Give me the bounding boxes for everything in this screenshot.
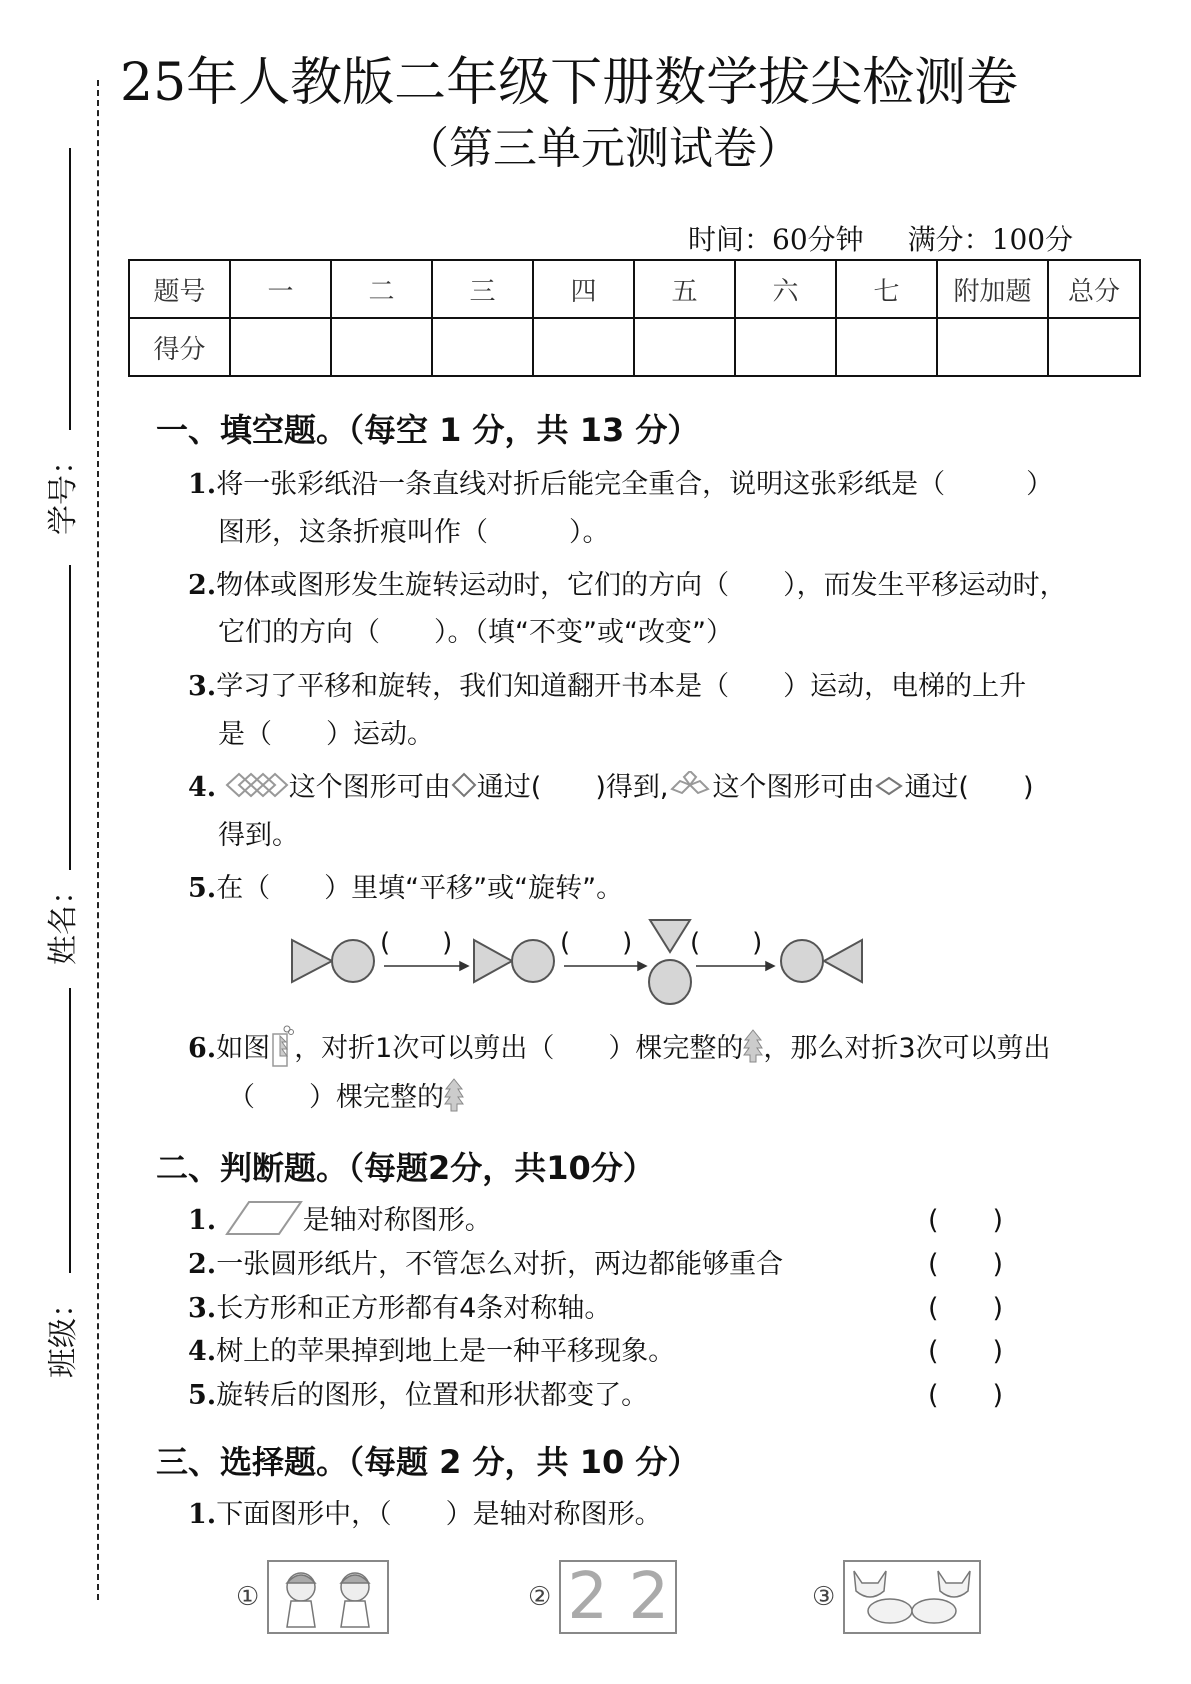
answer-blank-2[interactable]: ( ) <box>560 928 633 958</box>
choice-option-1[interactable] <box>236 1560 389 1634</box>
question-text: 树上的苹果掉到地上是一种平移现象。 <box>216 1336 676 1367</box>
judge-answer-4[interactable]: ( ) <box>928 1336 1004 1367</box>
score-cell[interactable] <box>937 318 1048 376</box>
two-boys-picture <box>267 1560 389 1634</box>
question-number: 3. <box>188 1293 217 1324</box>
parallelogram-icon <box>225 1200 303 1243</box>
question-1-1 <box>188 462 1053 501</box>
question-text: 在（ ）里填“平移”或“旋转”。 <box>216 873 624 904</box>
student-id-label: 学号： <box>46 445 81 535</box>
question-number: 1. <box>188 1499 217 1530</box>
question-number: 1. <box>188 469 217 500</box>
question-text: 是轴对称图形。 <box>302 1205 492 1236</box>
question-text: ，那么对折3次可以剪出 <box>763 1033 1051 1064</box>
section2-heading: 二、判断题。（每题2分，共10分） <box>156 1149 655 1187</box>
pine-tree-icon <box>743 1029 763 1070</box>
section1-heading: 一、填空题。（每空 1 分，共 13 分） <box>156 411 700 449</box>
question-text: 这个图形可由 <box>712 772 875 803</box>
name-label: 姓名： <box>46 875 81 965</box>
question-text: 旋转后的图形，位置和形状都变了。 <box>216 1380 649 1411</box>
judge-answer-1[interactable]: ( ) <box>928 1205 1004 1236</box>
question-text: 将一张彩纸沿一条直线对折后能完全重合，说明这张彩纸是（ ） <box>216 469 1054 500</box>
choice-option-2[interactable] <box>528 1560 677 1634</box>
question-number: 4. <box>188 1336 217 1367</box>
exam-meta <box>688 218 1073 258</box>
judge-item-3 <box>188 1286 611 1325</box>
class-label: 班级： <box>46 1288 81 1378</box>
number-glyph: 2 2 <box>567 1560 670 1634</box>
name-line[interactable] <box>69 565 71 870</box>
judge-item-4 <box>188 1329 675 1368</box>
question-text: 下面图形中，（ ）是轴对称图形。 <box>216 1499 662 1530</box>
class-line[interactable] <box>69 988 71 1273</box>
question-text: 一张圆形纸片，不管怎么对折，两边都能够重合 <box>216 1249 784 1280</box>
answer-blank-1[interactable]: ( ) <box>380 928 453 958</box>
table-cell: 七 <box>836 260 937 318</box>
question-number: 5. <box>188 1380 217 1411</box>
question-text: 如图 <box>216 1033 271 1064</box>
question-1-2 <box>188 563 1067 602</box>
pine-tree-icon <box>444 1078 464 1119</box>
exam-full-score: 满分：100分 <box>907 223 1074 256</box>
section3-heading: 三、选择题。（每题 2 分，共 10 分） <box>156 1443 700 1481</box>
score-cell[interactable] <box>230 318 331 376</box>
question-1-3-cont: 是（ ）运动。 <box>218 719 434 750</box>
page-subtitle: （第三单元测试卷） <box>405 123 801 174</box>
table-cell: 一 <box>230 260 331 318</box>
question-number: 3. <box>188 671 217 702</box>
table-cell: 得分 <box>129 318 230 376</box>
question-1-4-cont: 得到。 <box>218 820 299 851</box>
table-cell: 五 <box>634 260 735 318</box>
question-text: 物体或图形发生旋转运动时，它们的方向（ ），而发生平移运动时， <box>216 570 1067 601</box>
judge-item-1 <box>188 1198 492 1243</box>
table-cell: 四 <box>533 260 634 318</box>
table-header-row <box>129 260 1140 318</box>
table-cell: 二 <box>331 260 432 318</box>
diamond-chain-icon <box>225 772 289 805</box>
option-marker: ② <box>528 1582 552 1612</box>
question-text: 通过( )得到, <box>476 772 669 803</box>
question-text: 长方形和正方形都有4条对称轴。 <box>216 1293 612 1324</box>
question-1-6 <box>188 1024 1051 1075</box>
diamond-icon <box>874 773 904 804</box>
answer-blank-3[interactable]: ( ) <box>690 928 763 958</box>
score-cell[interactable] <box>1048 318 1140 376</box>
question-number: 1. <box>188 1205 217 1236</box>
question-text: 通过( ) <box>904 772 1034 803</box>
score-cell[interactable] <box>735 318 836 376</box>
option-marker: ① <box>236 1582 260 1612</box>
score-cell[interactable] <box>533 318 634 376</box>
option-marker: ③ <box>812 1582 836 1612</box>
question-text: 学习了平移和旋转，我们知道翻开书本是（ ）运动，电梯的上升 <box>216 671 1027 702</box>
question-1-3 <box>188 664 1026 703</box>
choice-question-1 <box>188 1492 662 1531</box>
question-1-1-cont: 图形，这条折痕叫作（ ）。 <box>218 517 610 548</box>
score-table <box>128 259 1141 377</box>
question-number: 2. <box>188 1249 217 1280</box>
table-cell: 三 <box>432 260 533 318</box>
judge-answer-5[interactable]: ( ) <box>928 1380 1004 1411</box>
judge-answer-2[interactable]: ( ) <box>928 1249 1004 1280</box>
question-number: 5. <box>188 873 217 904</box>
question-number: 6. <box>188 1033 217 1064</box>
score-cell[interactable] <box>634 318 735 376</box>
question-text: 这个图形可由 <box>288 772 451 803</box>
table-cell: 附加题 <box>937 260 1048 318</box>
diamond-icon <box>451 772 477 805</box>
choice-option-3[interactable] <box>812 1560 981 1634</box>
question-number: 4. <box>188 772 217 803</box>
judge-answer-3[interactable]: ( ) <box>928 1293 1004 1324</box>
table-cell: 六 <box>735 260 836 318</box>
question-text: ，对折1次可以剪出（ ）棵完整的 <box>294 1033 744 1064</box>
binding-dashed-line <box>97 80 99 1600</box>
question-text: （ ）棵完整的 <box>228 1082 444 1113</box>
table-cell: 题号 <box>129 260 230 318</box>
table-score-row <box>129 318 1140 376</box>
two-corgis-picture <box>843 1560 981 1634</box>
question-1-5 <box>188 866 623 905</box>
score-cell[interactable] <box>836 318 937 376</box>
question-1-6-cont <box>228 1075 464 1119</box>
judge-item-2 <box>188 1242 783 1281</box>
table-cell: 总分 <box>1048 260 1140 318</box>
question-number: 2. <box>188 570 217 601</box>
two-number-2-picture <box>559 1560 677 1634</box>
question-1-4 <box>188 765 1034 806</box>
student-id-line[interactable] <box>69 148 71 430</box>
page-title: 25年人教版二年级下册数学拔尖检测卷 <box>120 53 1019 113</box>
question-1-2-cont: 它们的方向（ ）。（填“不变”或“改变”） <box>218 617 733 648</box>
score-cell[interactable] <box>432 318 533 376</box>
score-cell[interactable] <box>331 318 432 376</box>
rotated-diamonds-icon <box>668 771 712 806</box>
exam-time: 时间：60分钟 <box>688 223 864 256</box>
judge-item-5 <box>188 1373 648 1412</box>
folded-paper-scissors-icon <box>270 1024 294 1075</box>
